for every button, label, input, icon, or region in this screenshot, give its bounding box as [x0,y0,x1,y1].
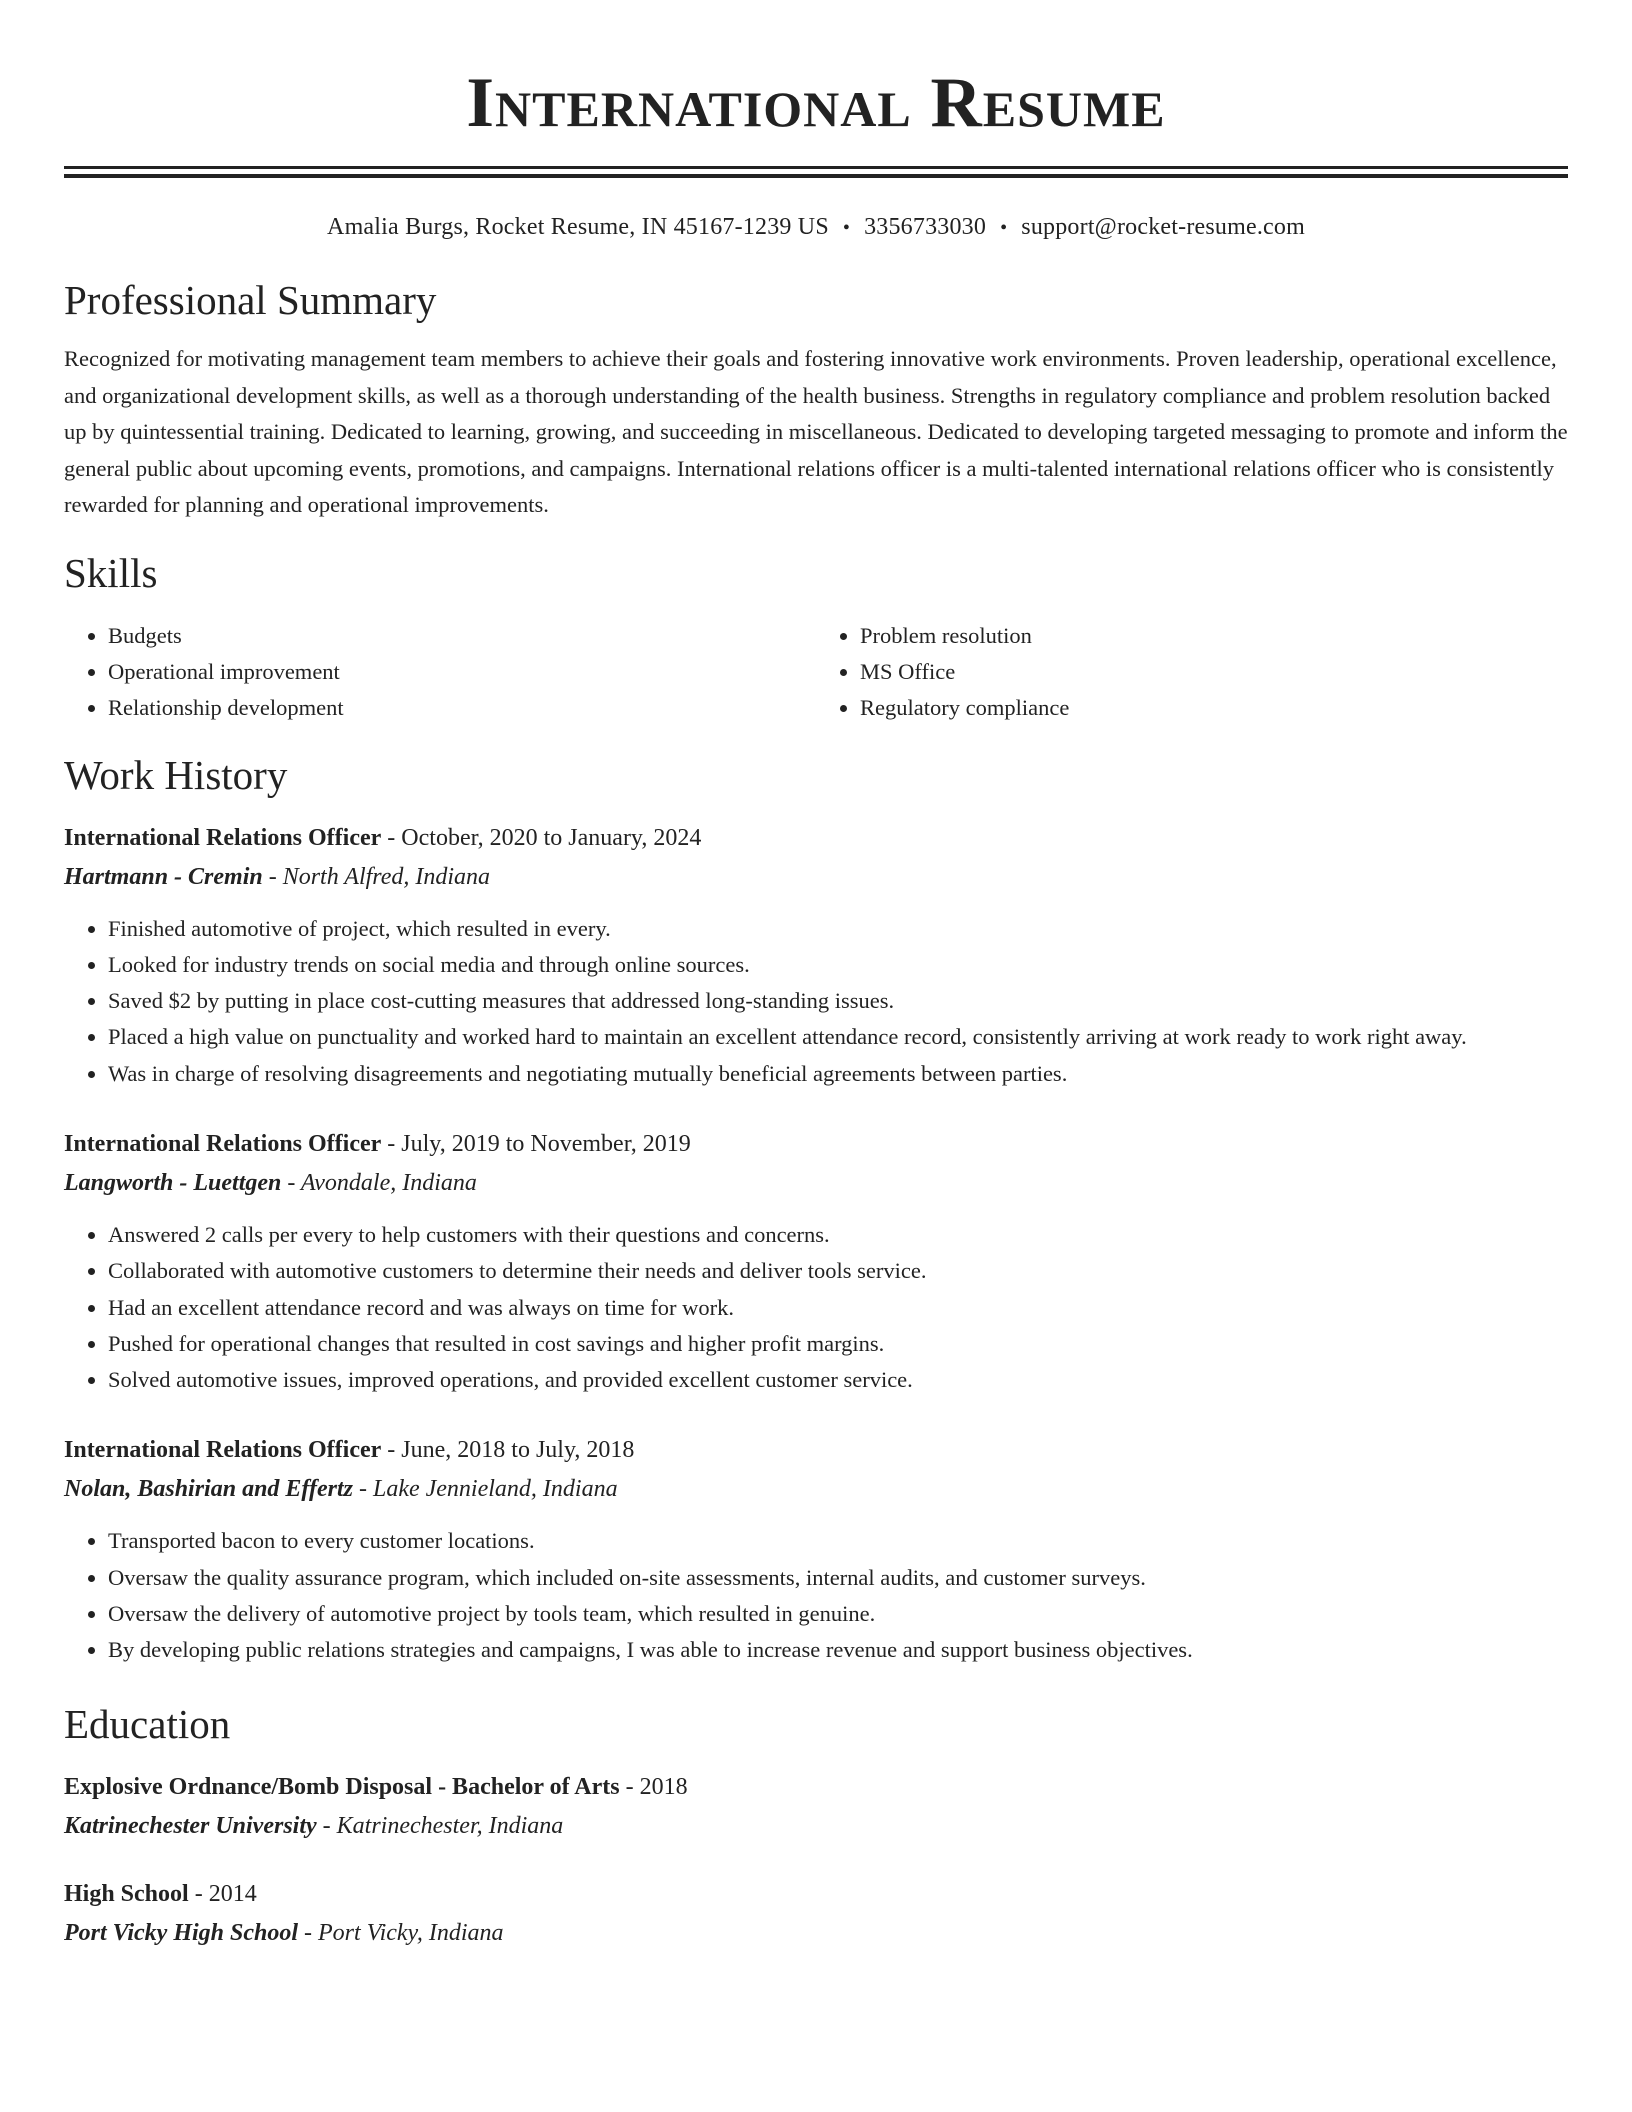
job-bullets [64,911,1568,1092]
job-bullet: • Pushed for operational changes that resulted in cost savings and higher profit margins. [108,1326,1568,1362]
skill-item: • Relationship development [108,690,816,726]
job-bullet: • Saved $2 by putting in place cost-cutting measures that addressed long-standing issues. [108,983,1568,1019]
skills-column-left [64,618,816,726]
title-divider [64,166,1568,178]
job-title: International Relations Officer [64,1130,382,1157]
job-bullet: • Was in charge of resolving disagreements and negotiating mutually beneficial agreements between parties. [108,1056,1568,1092]
degree-name: Explosive Ordnance/Bomb Disposal - Bachelor of Arts [64,1773,620,1800]
job-dates: - July, 2019 to November, 2019 [381,1130,691,1157]
contact-phone: 3356733030 [864,214,987,240]
degree-line [64,1878,1568,1910]
job-bullet: • By developing public relations strategies and campaigns, I was able to increase revenue and support business objectives. [108,1632,1568,1668]
employer-name: Langworth - Luettgen [64,1169,282,1196]
job-entry [64,822,1568,1092]
skills-grid [64,618,1568,726]
employer-line [64,1167,1568,1199]
job-dates: - June, 2018 to July, 2018 [381,1437,635,1464]
degree-name: High School [64,1880,189,1907]
employer-line [64,1473,1568,1505]
employer-name: Nolan, Bashirian and Effertz [64,1476,353,1503]
school-line [64,1810,1568,1842]
job-bullet: • Looked for industry trends on social media and through online sources. [108,947,1568,983]
school-line [64,1917,1568,1949]
job-entry [64,1128,1568,1398]
section-heading-education: Education [64,1700,231,1747]
job-bullets [64,1523,1568,1668]
work-history-section [64,750,1568,1669]
skill-item: • Operational improvement [108,654,816,690]
job-title: International Relations Officer [64,1437,382,1464]
job-bullet: • Solved automotive issues, improved operations, and provided excellent customer service. [108,1362,1568,1398]
contact-line [64,212,1568,243]
contact-separator: • [842,217,851,239]
skill-item: • Budgets [108,618,816,654]
school-name: Katrinechester University [64,1812,317,1839]
section-heading-skills: Skills [64,549,158,596]
job-bullet: • Placed a high value on punctuality and worked hard to maintain an excellent attendance record, consistently arriving at work ready to work right away. [108,1019,1568,1055]
education-entry [64,1771,1568,1842]
employer-location: - Lake Jennieland, Indiana [352,1476,618,1503]
degree-year: - 2018 [619,1773,688,1800]
job-bullet: • Collaborated with automotive customers to determine their needs and deliver tools service. [108,1253,1568,1289]
job-bullets [64,1217,1568,1398]
resume-title: International Resume [466,64,1166,142]
skills-section [64,548,1568,726]
job-bullet: • Had an excellent attendance record and was always on time for work. [108,1290,1568,1326]
employer-location: - North Alfred, Indiana [262,863,491,890]
school-name: Port Vicky High School [64,1919,299,1946]
job-bullet: • Finished automotive of project, which resulted in every. [108,911,1568,947]
job-title-line [64,822,1568,854]
job-title-line [64,1128,1568,1160]
education-entry [64,1878,1568,1949]
employer-location: - Avondale, Indiana [281,1169,477,1196]
job-bullet: • Transported bacon to every customer locations. [108,1523,1568,1559]
contact-separator: • [1000,217,1008,239]
job-dates: - October, 2020 to January, 2024 [381,824,702,851]
skill-item: • MS Office [860,654,1568,690]
skill-item: • Regulatory compliance [860,690,1568,726]
job-title: International Relations Officer [64,824,382,851]
job-bullet: • Answered 2 calls per every to help customers with their questions and concerns. [108,1217,1568,1253]
contact-email: support@rocket-resume.com [1021,214,1305,240]
skill-item: • Problem resolution [860,618,1568,654]
job-title-line [64,1434,1568,1466]
employer-name: Hartmann - Cremin [64,863,263,890]
education-section [64,1699,1568,1949]
job-bullet: • Oversaw the quality assurance program, which included on-site assessments, internal audits, and customer surveys. [108,1560,1568,1596]
school-location: - Port Vicky, Indiana [298,1919,504,1946]
job-bullet: • Oversaw the delivery of automotive project by tools team, which resulted in genuine. [108,1596,1568,1632]
degree-line [64,1771,1568,1803]
summary-text: Recognized for motivating management team members to achieve their goals and fostering innovative work environments. Proven leadership, operational excellence, and organizational development skills, as well as a thorough understanding of the health business. Strengths in regulatory compliance and problem resolution backed up by quintessential training. Dedicated to learning, growing, and succeeding in miscellaneous. Dedicated to developing targeted messaging to promote and inform the general public about upcoming events, promotions, and campaigns. International relations officer is a multi-talented international relations officer who is consistently rewarded for planning and operational improvements. [64,346,1568,517]
degree-year: - 2014 [188,1880,257,1907]
section-heading-work-history: Work History [64,751,288,798]
skills-column-right [816,618,1568,726]
contact-address: Amalia Burgs, Rocket Resume, IN 45167-1239 US [327,214,829,240]
summary-section [64,275,1568,524]
employer-line [64,861,1568,893]
job-entry [64,1434,1568,1668]
school-location: - Katrinechester, Indiana [316,1812,564,1839]
section-heading-summary: Professional Summary [64,277,437,323]
